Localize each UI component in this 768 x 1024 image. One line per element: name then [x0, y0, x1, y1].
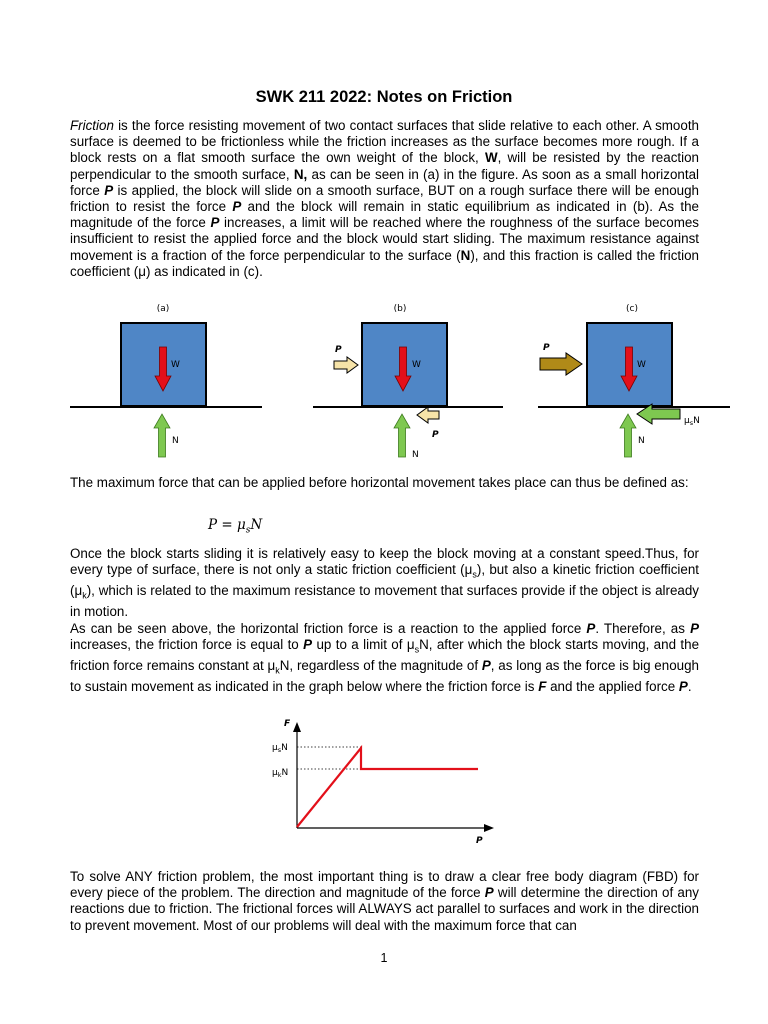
- friction-series-line: [297, 748, 478, 827]
- friction-label-b: P: [432, 430, 439, 440]
- normal-label-b: N: [412, 450, 419, 460]
- panel-b-label: (b): [393, 304, 407, 314]
- applied-force-label-c: P: [543, 343, 550, 353]
- page-number: 1: [380, 951, 388, 965]
- intro-paragraph: Friction is the force resisting movement of two contact surfaces that slide relative to each other. A smooth surface is deemed to be frictionless while the friction increases as the surface becomes more rough. If a block rests on a flat smooth surface the own weight of the block, W, will be resisted by the reaction perpendicular to the smooth surface, N, as can be seen in (a) in the figure. As soon as a small horizontal force P is applied, the block will slide on a smooth surface, BUT on a rough surface there will be enough friction to resist the force P and the block will remain in static equilibrium as indicated in (b). As the magnitude of the force P increases, a limit will be reached where the roughness of the surface becomes insufficient to resist the applied force and the block would start sliding. The maximum resistance against movement is a fraction of the force perpendicular to the surface (N), and this fraction is called the friction coefficient (μ) as indicated in (c).: [70, 118, 700, 279]
- max-force-paragraph: The maximum force that can be applied before horizontal movement takes place can thus be defined as:: [70, 475, 689, 490]
- friction-force-paragraph: As can be seen above, the horizontal friction force is a reaction to the applied force P. Therefore, as P increases, the friction force is equal to P up to a limit of $\mu_sN$, after which the block starts moving, and the friction force remains constant at $\mu_kN$, regardless of the magnitude of P, as long as the force is big enough to sustain movement as indicated in the graph below where the friction force is F and the applied force P.: [70, 621, 700, 694]
- y-axis-label: F: [284, 719, 291, 729]
- page-title: SWK 211 2022: Notes on Friction: [255, 88, 513, 106]
- y-tick-kinetic: $\mu_kN$: [272, 768, 289, 779]
- normal-label-c: N: [638, 436, 645, 446]
- normal-label-a: N: [172, 436, 179, 446]
- weight-label-b: W: [412, 360, 421, 370]
- x-axis-label: P: [476, 836, 483, 846]
- panel-a-label: (a): [156, 304, 170, 314]
- weight-label-a: W: [171, 360, 180, 370]
- panel-c-label: (c): [626, 304, 638, 314]
- kinetic-paragraph: Once the block starts sliding it is relatively easy to keep the block moving at a constant speed.Thus, for every type of surface, there is not only a static friction coefficient $(\mu_s)$, but also a kinetic friction coefficient $(\mu_k)$, which is related to the maximum resistance to movement that surfaces provide if the object is already in motion.: [70, 546, 699, 619]
- x-axis-arrowhead: [484, 824, 494, 832]
- friction-formula: $P = \mu_sN$: [208, 517, 263, 536]
- friction-label-c: $\mu_sN$: [684, 416, 700, 427]
- applied-force-label-b: P: [335, 345, 342, 355]
- friction-term: Friction: [70, 118, 114, 133]
- y-axis-arrowhead: [293, 722, 301, 732]
- weight-label-c: W: [637, 360, 646, 370]
- y-tick-static: $\mu_sN$: [272, 743, 288, 754]
- fbd-paragraph: To solve ANY friction problem, the most important thing is to draw a clear free body diagram (FBD) for every piece of the problem. The direction and magnitude of the force P will determine the direction of any reactions due to friction. The frictional forces will ALWAYS act parallel to surfaces and work in the direction to prevent movement. Most of our problems will deal with the maximum force that can: [70, 869, 700, 933]
